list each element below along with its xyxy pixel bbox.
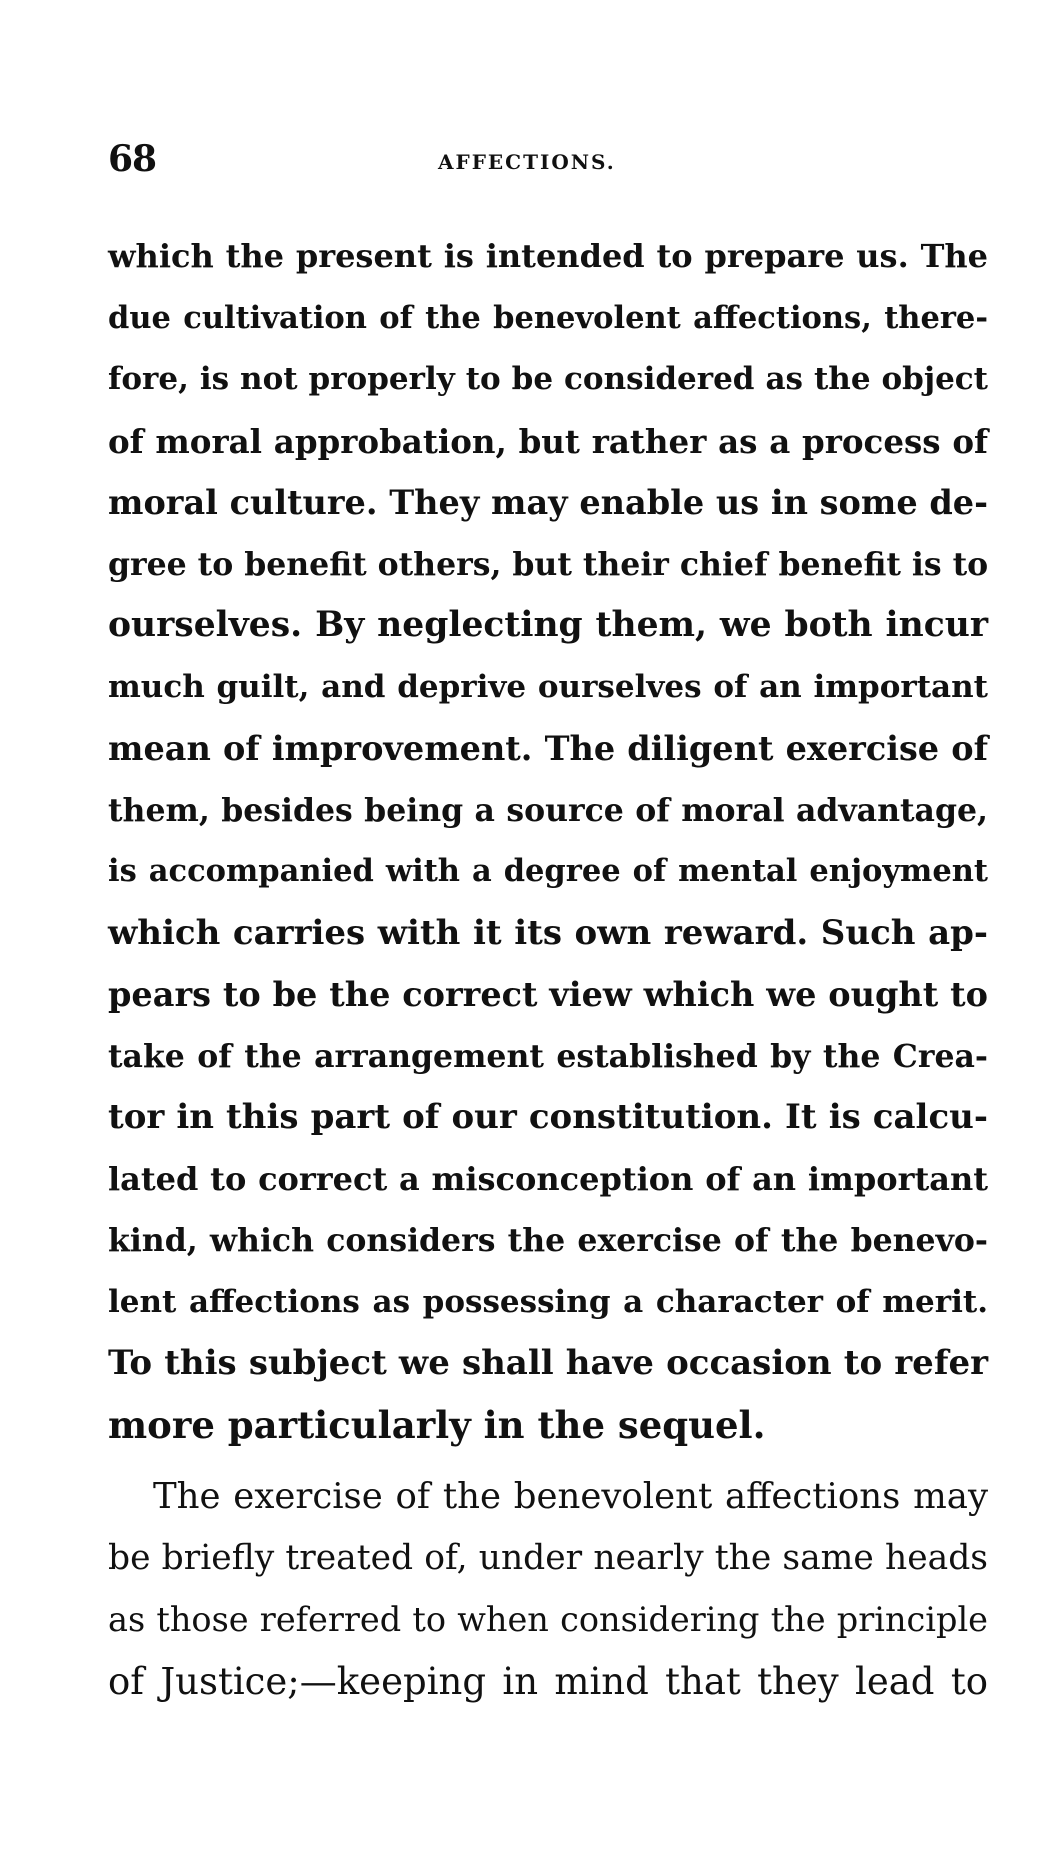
text-line: is accompanied with a degree of mental enjoyment: [108, 853, 988, 889]
running-head: AFFECTIONS.: [438, 150, 616, 174]
text-line: of Justice;—keeping in mind that they lead to: [108, 1659, 988, 1703]
text-line: pears to be the correct view which we ought to: [108, 975, 988, 1014]
paragraph: [108, 226, 988, 1456]
page-number: 68: [108, 138, 157, 180]
text-line: much guilt, and deprive ourselves of an important: [108, 668, 988, 705]
text-line: due cultivation of the benevolent affections, there-: [108, 299, 988, 336]
text-line: take of the arrangement established by the Crea-: [108, 1037, 988, 1075]
text-line: tor in this part of our constitution. It is calcu-: [108, 1097, 988, 1137]
page-header: [108, 138, 988, 188]
paragraph: [108, 1466, 988, 1712]
text-line: them, besides being a source of moral advantage,: [108, 791, 988, 829]
text-line: lated to correct a misconception of an important: [108, 1159, 988, 1198]
text-line: mean of improvement. The diligent exercise of: [108, 729, 988, 768]
text-line: which carries with it its own reward. Such ap-: [108, 912, 988, 953]
body-text: [108, 226, 988, 1712]
text-line: gree to benefit others, but their chief benefit is to: [108, 545, 989, 583]
text-line: lent affections as possessing a character of merit.: [108, 1283, 988, 1320]
text-line: ourselves. By neglecting them, we both incur: [108, 605, 988, 645]
text-line: of moral approbation, but rather as a process of: [108, 421, 988, 461]
text-line: moral culture. They may enable us in some de-: [108, 483, 988, 522]
text-line: more particularly in the sequel.: [108, 1402, 766, 1447]
text-line: fore, is not properly to be considered as the object: [108, 361, 988, 397]
text-line: kind, which considers the exercise of the benevo-: [108, 1222, 988, 1259]
text-line: To this subject we shall have occasion to refer: [108, 1343, 988, 1383]
text-line: as those referred to when considering the principle: [108, 1600, 988, 1639]
text-line: The exercise of the benevolent affections may: [153, 1476, 988, 1517]
text-line: be briefly treated of, under nearly the same heads: [108, 1537, 988, 1578]
text-line: which the present is intended to prepare us. The: [108, 237, 988, 275]
paragraph-gap: [108, 1456, 988, 1466]
